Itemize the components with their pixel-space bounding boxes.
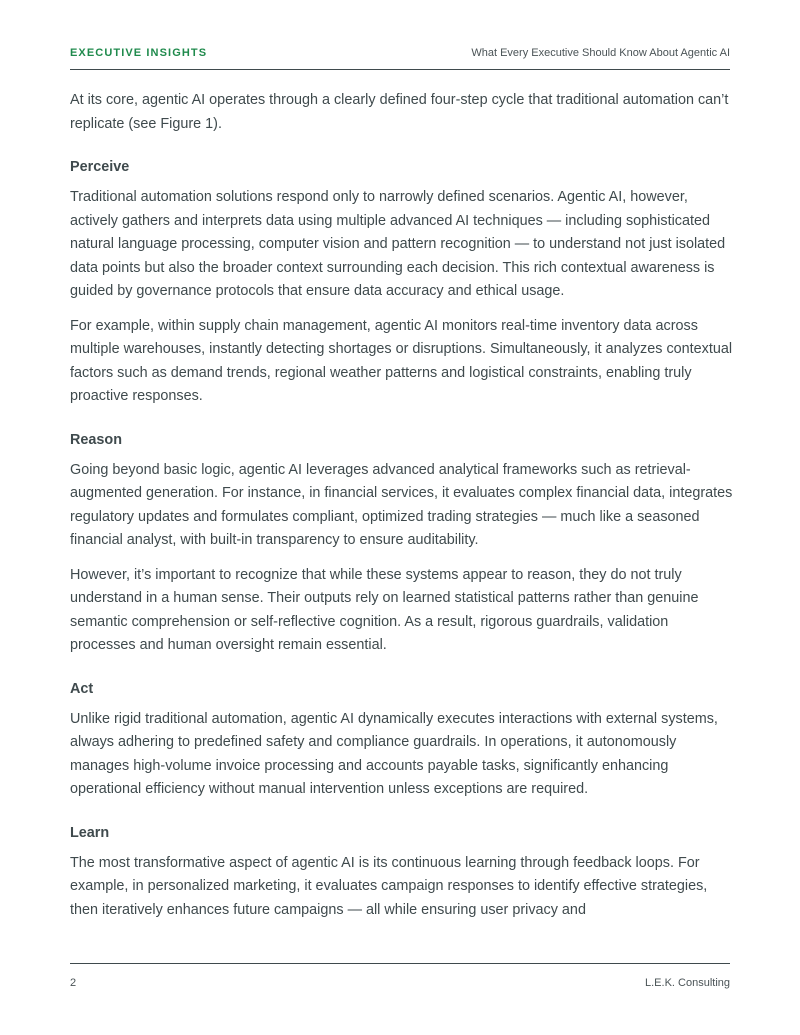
section-heading-learn: Learn [70,824,110,841]
page-header [70,47,730,70]
section-heading-act: Act [70,680,94,697]
section-heading-perceive: Perceive [70,159,130,175]
company-name: L.E.K. Consulting [645,977,730,989]
body-paragraph: Traditional automation solutions respond only to narrowly defined scenarios. Agentic AI, however, actively gathers and interprets data using multiple advanced AI techniques — including sophisticated natural language processing, computer vision and pattern recognition — to understand not just isolated data points but also the broader context surrounding each decision. This rich contextual awareness is guided by governance protocols that ensure data accuracy and ethical usage. [70,189,726,299]
body-paragraph: Going beyond basic logic, agentic AI leverages advanced analytical frameworks such as retrieval-augmented generation. For instance, in financial services, it evaluates complex financial data, integrates regulatory updates and formulates compliant, optimized trading strategies — much like a seasoned financial analyst, with built-in transparency to ensure auditability. [70,461,733,548]
body-paragraph: For example, within supply chain management, agentic AI monitors real-time inventory data across multiple warehouses, instantly detecting shortages or disruptions. Simultaneously, it analyzes contextual factors such as demand trends, regional weather patterns and logistical constraints, enabling truly proactive responses. [70,317,733,404]
document-title: What Every Executive Should Know About Agentic AI [471,47,730,59]
body-paragraph: However, it’s important to recognize that while these systems appear to reason, they do not truly understand in a human sense. Their outputs rely on learned statistical patterns rather than genuine semantic comprehension or self-reflective cognition. As a result, rigorous guardrails, validation processes and human oversight remain essential. [70,566,699,653]
body-paragraph: Unlike rigid traditional automation, agentic AI dynamically executes interactions with external systems, always adhering to predefined safety and compliance guardrails. In operations, it autonomously manages high-volume invoice processing and accounts payable tasks, significantly enhancing operational efficiency without manual intervention unless exceptions are required. [70,710,718,797]
page-body [70,89,734,933]
section-label: EXECUTIVE INSIGHTS [70,47,208,59]
page-number: 2 [70,977,77,989]
page-footer [70,963,730,989]
body-paragraph: The most transformative aspect of agentic AI is its continuous learning through feedback loops. For example, in personalized marketing, it evaluates campaign responses to identify effective strategies, then iteratively enhances future campaigns — all while ensuring user privacy and [70,854,708,918]
section-heading-reason: Reason [70,431,122,448]
intro-paragraph: At its core, agentic AI operates through a clearly defined four-step cycle that traditional automation can’t replicate (see Figure 1). [70,92,729,132]
